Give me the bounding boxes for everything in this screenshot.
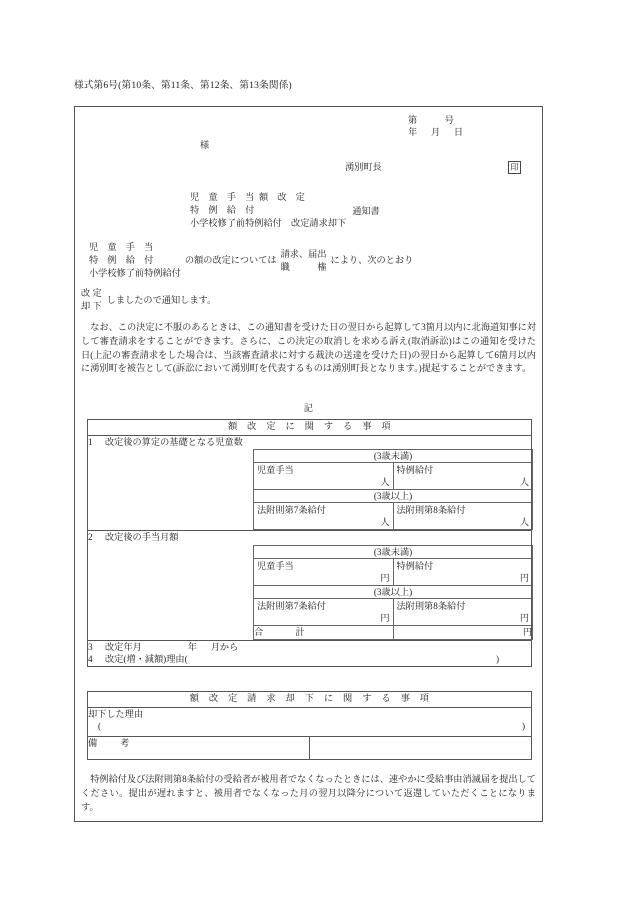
amount-group-0-right-label: 特例給付 bbox=[396, 560, 434, 571]
statement-action-stack bbox=[81, 287, 102, 313]
count-group-1-left-unit: 人 bbox=[380, 517, 390, 528]
count-group-0-left-label: 児童手当 bbox=[257, 465, 294, 476]
table-row bbox=[254, 463, 533, 490]
children-count-grid bbox=[253, 449, 533, 530]
addressee-suffix: 様 bbox=[200, 140, 210, 150]
amount-item-2-no: 2 bbox=[88, 532, 93, 543]
amount-item-3-date: 年 月から bbox=[187, 641, 239, 652]
document-number-line: 第 号 bbox=[408, 115, 454, 125]
amount-item-4-close-paren: ) bbox=[495, 654, 499, 665]
rejection-reason-cell bbox=[88, 708, 532, 737]
legal-notice bbox=[81, 321, 536, 376]
table-row bbox=[88, 420, 532, 436]
amount-item-3-no: 3 bbox=[88, 641, 93, 652]
count-group-1-right-label: 法附則第8条給付 bbox=[396, 505, 466, 516]
amount-group-0-left-unit: 円 bbox=[380, 572, 390, 583]
monthly-amount-grid bbox=[253, 545, 533, 640]
statement-closing: しましたので通知します。 bbox=[106, 294, 217, 305]
statement-middle-text: の額の改定については bbox=[184, 255, 277, 266]
amount-group-1-left bbox=[254, 598, 394, 625]
count-group-0-left bbox=[254, 463, 394, 490]
title-line-1: 児 童 手 当 額 改 定 bbox=[190, 192, 305, 202]
statement-subject-line-1: 児 童 手 当 bbox=[89, 242, 154, 252]
amount-group-0-right-unit: 円 bbox=[519, 572, 529, 583]
title-stack bbox=[190, 191, 346, 230]
table-row bbox=[254, 585, 533, 598]
rejection-reason-label: 却下した理由 bbox=[88, 709, 144, 719]
amount-group-1-left-label: 法附則第7条給付 bbox=[257, 600, 326, 611]
table-row bbox=[88, 531, 532, 640]
title-suffix: 通知書 bbox=[352, 205, 380, 216]
table-row bbox=[254, 490, 533, 503]
table-row bbox=[254, 450, 533, 463]
statement-basis-line-1: 請求、届出 bbox=[280, 248, 327, 259]
count-group-0-right-unit: 人 bbox=[519, 477, 529, 488]
amount-total-label: 合 計 bbox=[254, 625, 394, 639]
statement-action bbox=[81, 287, 216, 313]
table-row bbox=[88, 640, 532, 666]
amount-items-3-4 bbox=[88, 640, 532, 666]
rejection-reason-parens bbox=[88, 720, 531, 732]
statement-subject-line-3: 小学校修了前特例給付 bbox=[89, 268, 181, 278]
count-group-0-right bbox=[393, 463, 533, 490]
amount-total-unit: 円 bbox=[393, 625, 533, 639]
amount-item-4-line bbox=[88, 653, 531, 665]
amount-group-1-right-label: 法附則第8条給付 bbox=[396, 600, 466, 611]
form-number: 様式第6号(第10条、第11条、第12条、第13条関係) bbox=[74, 80, 292, 91]
statement-tail-text: により、次のとおり bbox=[330, 255, 414, 266]
statement-subject-line-2: 特 例 給 付 bbox=[89, 255, 154, 265]
document-title bbox=[190, 191, 380, 230]
reject-table-header: 額 改 定 請 求 却 下 に 関 す る 事 項 bbox=[88, 692, 532, 708]
count-group-1-right-unit: 人 bbox=[519, 517, 529, 528]
table-row bbox=[88, 708, 532, 737]
table-row bbox=[254, 503, 533, 530]
count-group-1-right bbox=[393, 503, 533, 530]
amount-group-0-right bbox=[393, 558, 533, 585]
amount-item-4-no: 4 bbox=[88, 654, 93, 665]
legal-notice-text: なお、この決定に不服のあるときは、この通知書を受けた日の翌日から起算して3箇月以内に北海道知事に対して審査請求をすることができます。さらに、この決定の取消しを求める訴え(取消訴訟)はこの通知を受けた日(上記の審査請求をした場合は、当該審査請求に対する裁決の送達を受けた日)の翌日から起算して6箇月以内に湧別町を被告として(訴訟において湧別町を代表するものは湧別町長となります。)提起することができます。 bbox=[81, 322, 536, 374]
issuer-row bbox=[345, 161, 521, 174]
document-date-line: 年 月 日 bbox=[408, 127, 464, 138]
title-line-2: 特 例 給 付 bbox=[190, 205, 255, 215]
document-number-block bbox=[408, 114, 520, 139]
amount-item-3-line bbox=[88, 641, 531, 653]
amount-group-1-age: (3歳以上) bbox=[254, 585, 533, 598]
table-row bbox=[88, 737, 532, 760]
table-row bbox=[254, 558, 533, 585]
table-row bbox=[254, 625, 533, 639]
count-group-0-left-unit: 人 bbox=[380, 477, 390, 488]
amount-group-1-left-unit: 円 bbox=[380, 612, 390, 623]
memo-body bbox=[310, 737, 532, 760]
count-group-1-left bbox=[254, 503, 394, 530]
title-line-3: 小学校修了前特例給付 改定請求却下 bbox=[190, 218, 347, 228]
form-sheet bbox=[74, 106, 543, 822]
amount-item-4-label: 改定(増・減額)理由( bbox=[105, 654, 188, 665]
amount-revision-table bbox=[87, 419, 532, 667]
count-group-1-age: (3歳以上) bbox=[254, 490, 533, 503]
count-group-0-right-label: 特例給付 bbox=[396, 465, 434, 476]
amount-item-2-label: 改定後の手当月額 bbox=[105, 532, 179, 543]
count-group-1-left-label: 法附則第7条給付 bbox=[257, 505, 326, 516]
main-statement bbox=[89, 241, 534, 280]
count-group-0-age: (3歳未満) bbox=[254, 450, 533, 463]
amount-item-1-label: 改定後の算定の基礎となる児童数 bbox=[105, 437, 243, 447]
amount-item-1-line bbox=[88, 437, 243, 447]
statement-subject-stack bbox=[89, 241, 181, 280]
amount-item-2 bbox=[88, 531, 532, 640]
rejection-table bbox=[87, 691, 532, 760]
amount-item-1 bbox=[88, 436, 532, 531]
statement-action-line-1: 改 定 bbox=[81, 288, 102, 298]
amount-item-1-no: 1 bbox=[88, 437, 93, 447]
table-row bbox=[254, 545, 533, 558]
ki-mark: 記 bbox=[303, 403, 314, 413]
statement-action-line-2: 却 下 bbox=[81, 301, 102, 311]
amount-group-0-left bbox=[254, 558, 394, 585]
seal-icon: 印 bbox=[508, 161, 521, 174]
footer-note bbox=[81, 773, 536, 814]
amount-item-2-line bbox=[88, 532, 179, 542]
footer-note-text: 特例給付及び法附則第8条給付の受給者が被用者でなくなったときには、速やかに受給事由消滅届を提出してください。提出が遅れますと、被用者でなくなった月の翌月以降分について返還していただくことになります。 bbox=[81, 774, 536, 812]
issuer-name: 湧別町長 bbox=[345, 162, 382, 173]
amount-group-0-age: (3歳未満) bbox=[254, 545, 533, 558]
rejection-reason-open-paren: ( bbox=[98, 721, 102, 732]
memo-label: 備 考 bbox=[88, 737, 310, 760]
statement-basis-stack bbox=[281, 248, 327, 274]
amount-group-1-right-unit: 円 bbox=[519, 612, 529, 623]
amount-group-0-left-label: 児童手当 bbox=[257, 560, 294, 571]
table-row bbox=[88, 436, 532, 531]
amount-group-1-right bbox=[393, 598, 533, 625]
table-row bbox=[88, 692, 532, 708]
statement-basis-line-2: 職 権 bbox=[280, 261, 327, 272]
amount-table-header: 額 改 定 に 関 す る 事 項 bbox=[88, 420, 532, 436]
amount-item-3-label: 改定年月 bbox=[105, 641, 142, 652]
rejection-reason-close-paren: ) bbox=[521, 721, 525, 732]
table-row bbox=[254, 598, 533, 625]
